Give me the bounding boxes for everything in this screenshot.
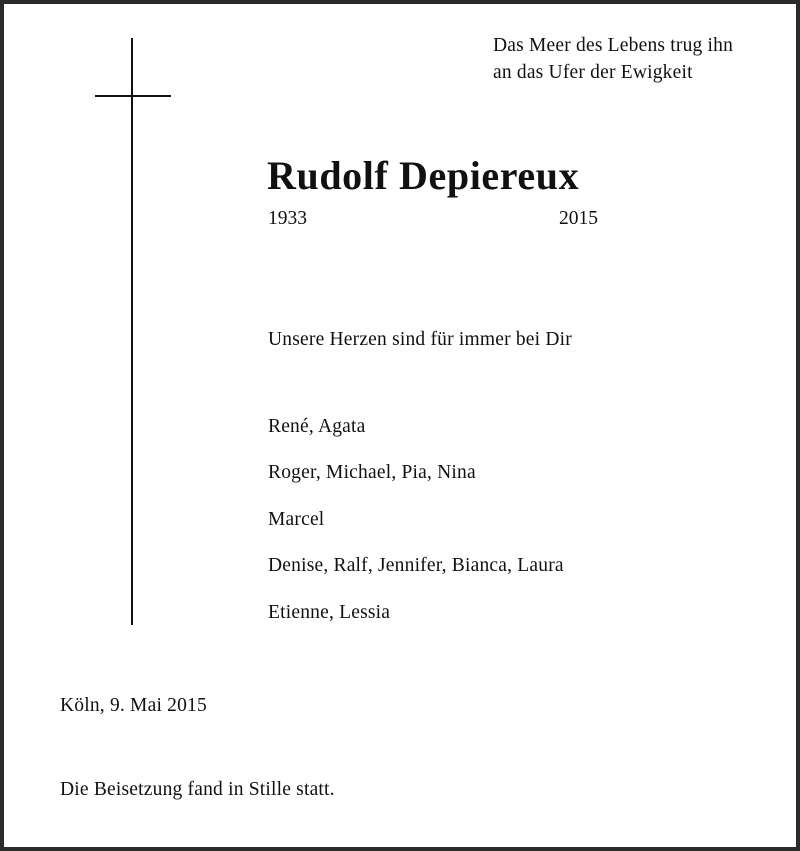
burial-note: Die Beisetzung fand in Stille statt. [60,779,335,800]
death-year: 2015 [559,208,598,229]
mourner-line: René, Agata [268,416,366,437]
mourner-line: Etienne, Lessia [268,602,391,623]
deceased-name: Rudolf Depiereux [267,153,580,198]
mourner-line: Denise, Ralf, Jennifer, Bianca, Laura [268,555,564,576]
birth-year: 1933 [268,208,307,229]
dedication-text: Unsere Herzen sind für immer bei Dir [268,329,572,350]
place-and-date: Köln, 9. Mai 2015 [60,695,207,716]
mourner-line: Marcel [268,509,325,530]
cross-icon-vertical-bar [131,38,133,625]
mourner-line: Roger, Michael, Pia, Nina [268,462,476,483]
motto-line-2: an das Ufer der Ewigkeit [493,62,693,83]
cross-icon-horizontal-bar [95,95,171,97]
motto-line-1: Das Meer des Lebens trug ihn [493,35,734,56]
life-years [268,207,598,231]
